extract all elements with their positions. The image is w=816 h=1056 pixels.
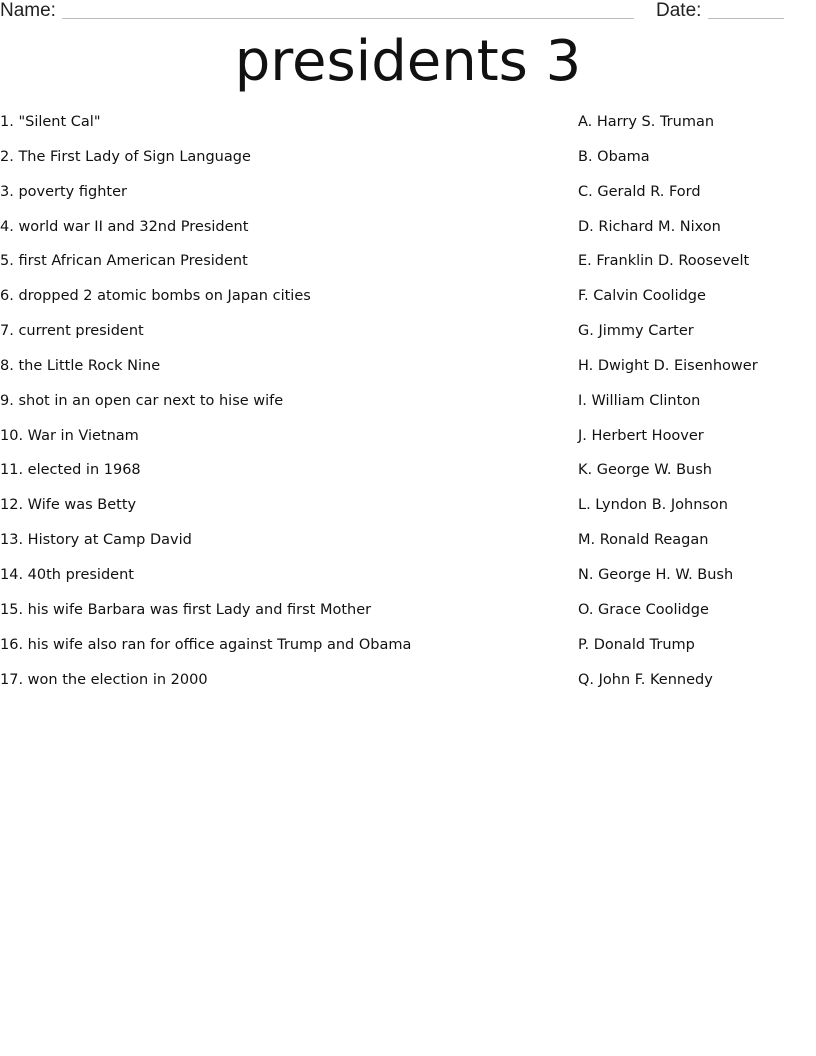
clue-item: 7. current president (0, 323, 144, 340)
page-title: presidents 3 (234, 29, 582, 94)
answer-list (578, 112, 814, 704)
answer-item: B. Obama (578, 148, 650, 165)
answer-item: D. Richard M. Nixon (578, 218, 721, 235)
name-label: Name: (0, 0, 56, 21)
clue-item: 1. "Silent Cal" (0, 114, 101, 130)
answer-item: J. Herbert Hoover (578, 427, 704, 444)
answer-item: M. Ronald Reagan (578, 532, 709, 549)
clue-item: 3. poverty fighter (0, 183, 127, 200)
clue-item: 9. shot in an open car next to hise wife (0, 392, 284, 409)
date-label: Date: (656, 0, 702, 21)
clue-item: 14. 40th president (0, 566, 134, 583)
answer-item: H. Dwight D. Eisenhower (578, 357, 758, 374)
clue-item: 6. dropped 2 atomic bombs on Japan cities (0, 288, 311, 305)
answer-item: C. Gerald R. Ford (578, 183, 701, 200)
answer-item: L. Lyndon B. Johnson (578, 497, 728, 514)
clue-item: 10. War in Vietnam (0, 427, 139, 444)
clue-item: 2. The First Lady of Sign Language (0, 148, 251, 165)
date-line (708, 18, 784, 19)
clue-item: 8. the Little Rock Nine (0, 357, 161, 374)
answer-item: O. Grace Coolidge (578, 601, 709, 618)
clue-list (0, 112, 560, 704)
clue-item: 11. elected in 1968 (0, 462, 141, 479)
header-row (0, 0, 800, 24)
clue-item: 16. his wife also ran for office against Trump and Obama (0, 636, 412, 653)
name-line (62, 18, 634, 19)
clue-item: 4. world war II and 32nd President (0, 218, 249, 235)
answer-item: E. Franklin D. Roosevelt (578, 253, 750, 270)
answer-item: F. Calvin Coolidge (578, 288, 706, 305)
answer-item: N. George H. W. Bush (578, 566, 734, 583)
answer-item: G. Jimmy Carter (578, 323, 694, 340)
clue-item: 17. won the election in 2000 (0, 671, 208, 688)
clue-item: 13. History at Camp David (0, 532, 192, 549)
answer-item: Q. John F. Kennedy (578, 671, 713, 688)
clue-item: 15. his wife Barbara was first Lady and first Mother (0, 601, 372, 618)
answer-item: P. Donald Trump (578, 636, 695, 653)
answer-item: A. Harry S. Truman (578, 114, 715, 130)
clue-item: 5. first African American President (0, 253, 248, 270)
answer-item: K. George W. Bush (578, 462, 712, 479)
answer-item: I. William Clinton (578, 392, 701, 409)
clue-item: 12. Wife was Betty (0, 497, 137, 514)
